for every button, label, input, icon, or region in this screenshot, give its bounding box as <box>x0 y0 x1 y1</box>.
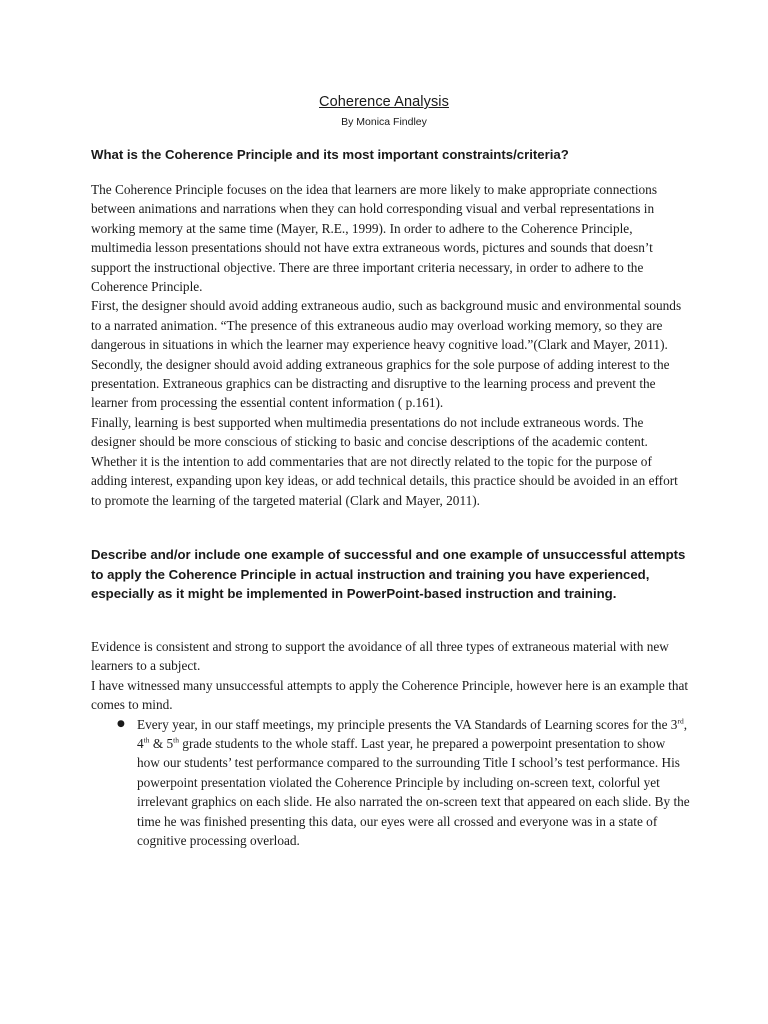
section-2-heading: Describe and/or include one example of successful and one example of unsuccessful attempts to apply the Coherence Principle in actual instruction and training you have experienced, especially as it might be implemented in PowerPoint-based instruction and training. <box>91 547 686 601</box>
paragraph: I have witnessed many unsuccessful attempts to apply the Coherence Principle, however here is an example that comes to mind. <box>91 677 689 713</box>
bullet-list <box>91 715 691 851</box>
paragraph: The Coherence Principle focuses on the idea that learners are more likely to make appropriate connections between animations and narrations when they can hold corresponding visual and verbal representations in working memory at the same time (Mayer, R.E., 1999). In order to adhere to the Coherence Principle, multimedia lesson presentations should not have extra extraneous words, pictures and sounds that doesn’t support the instructional objective. There are three important criteria necessary, in order to adhere to the Coherence Principle. <box>91 182 658 295</box>
bullet-text: Every year, in our staff meetings, my principle presents the VA Standards of Learning scores for the 3rd, 4th & 5th grade students to the whole staff. Last year, he prepared a powerpoint presentation to show how our students’ test performance compared to the surrounding Title I school’s test performance. His powerpoint presentation violated the Coherence Principle by including on-screen text, colorful yet irrelevant graphics on each slide. He also narrated the on-screen text that appeared on each slide. By the time he was finished presenting this data, our eyes were all crossed and everyone was in a state of cognitive processing overload. <box>137 716 690 849</box>
document-title: Coherence Analysis <box>319 94 449 110</box>
section-2-body <box>91 637 691 850</box>
document-byline: By Monica Findley <box>341 116 427 128</box>
section-1-heading: What is the Coherence Principle and its most important constraints/criteria? <box>91 147 569 162</box>
paragraph: Finally, learning is best supported when multimedia presentations do not include extraneous words. The designer should be more conscious of sticking to basic and concise descriptions of the academic content. Whether it is the intention to add commentaries that are not directly related to the topic for the purpose of adding interest, expanding upon key ideas, or add technical details, this practice should be avoided in an effort to promote the learning of the targeted material (Clark and Mayer, 2011). <box>91 414 678 508</box>
section-1-body <box>91 180 691 510</box>
paragraph: Evidence is consistent and strong to support the avoidance of all three types of extraneous material with new learners to a subject. <box>91 639 669 674</box>
paragraph: First, the designer should avoid adding extraneous audio, such as background music and environmental sounds to a narrated animation. “The presence of this extraneous audio may overload working memory, so they are dangerous in situations in which the learner may experience heavy cognitive load.”(Clark and Mayer, 2011). <box>91 298 682 353</box>
bullet-icon: ● <box>117 718 125 729</box>
list-item <box>91 715 691 851</box>
paragraph: Secondly, the designer should avoid adding extraneous graphics for the sole purpose of adding interest to the presentation. Extraneous graphics can be distracting and disruptive to the learning process and prevent the learner from processing the essential content information ( p.161). <box>91 356 670 411</box>
